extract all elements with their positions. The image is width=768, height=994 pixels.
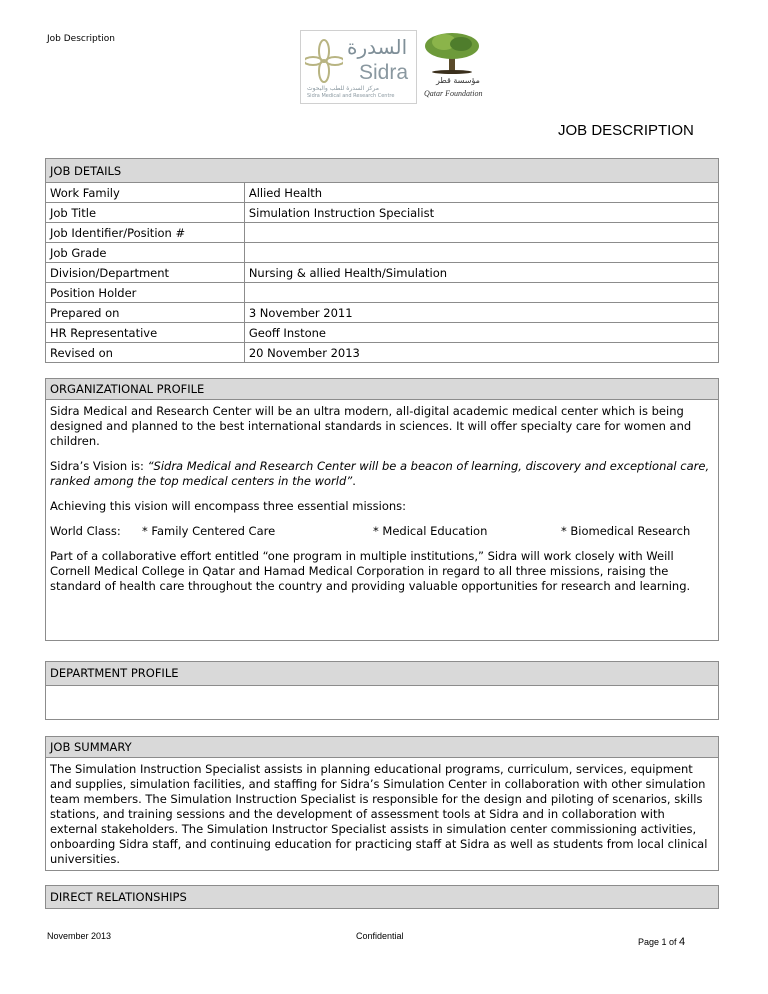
mission-item: * Medical Education <box>373 524 488 538</box>
missions-row <box>50 524 714 539</box>
sidra-flower-icon <box>305 37 343 85</box>
row-value <box>244 283 718 303</box>
org-profile-paragraph: Sidra Medical and Research Center will be an ultra modern, all-digital academic medical center which is being designed and planned to the best international standards in sciences. It will offer specialty care for women and children. <box>50 404 692 448</box>
direct-relationships-section <box>45 885 719 909</box>
qf-logo-name: Qatar Foundation <box>424 89 483 98</box>
row-value: Nursing & allied Health/Simulation <box>244 263 718 283</box>
row-label: Revised on <box>46 343 245 363</box>
row-label: Position Holder <box>46 283 245 303</box>
collaboration-paragraph: Part of a collaborative effort entitled “one program in multiple institutions,” Sidra will work closely with Weill Cornell Medical College in Qatar and Hamad Medical Corporation in regard to all three missions, raising the standard of health care throughout the country and providing valuable opportunities for research and learning. <box>50 549 691 593</box>
job-details-heading: JOB DETAILS <box>46 159 719 183</box>
row-label: Prepared on <box>46 303 245 323</box>
row-value <box>244 243 718 263</box>
job-details-table <box>45 158 719 363</box>
missions-intro: Achieving this vision will encompass three essential missions: <box>50 499 407 513</box>
document-header-label: Job Description <box>47 34 115 44</box>
row-value: Simulation Instruction Specialist <box>244 203 718 223</box>
row-value: 3 November 2011 <box>244 303 718 323</box>
sidra-logo-arabic-text: السدرة <box>347 35 408 59</box>
row-value: Allied Health <box>244 183 718 203</box>
table-row <box>46 223 719 243</box>
table-row <box>46 323 719 343</box>
organizational-profile-heading: ORGANIZATIONAL PROFILE <box>46 379 718 400</box>
page-prefix: Page 1 of <box>638 937 680 947</box>
job-summary-heading: JOB SUMMARY <box>46 737 718 758</box>
footer-confidential: Confidential <box>356 931 404 941</box>
table-row <box>46 263 719 283</box>
table-row <box>46 343 719 363</box>
mission-item: * Family Centered Care <box>142 524 276 538</box>
vision-paragraph <box>50 459 714 489</box>
job-summary-text: The Simulation Instruction Specialist assists in planning educational programs, curriculum, services, equipment and supplies, simulation facilities, and staffing for Sidra’s Simulation Center in collaboration with other simulation team members. The Simulation Instruction Specialist is responsible for the design and piloting of scenarios, skills stations, and training sessions and the development of assessment tools at Sidra and in collaboration with external stakeholders. The Simulation Instructor Specialist assists in simulation center commissioning activities, onboarding Sidra staff, and continuing education for practicing staff at Sidra as well as students from local clinical universities. <box>50 762 708 866</box>
department-profile-section <box>45 661 719 720</box>
row-label: Job Grade <box>46 243 245 263</box>
table-row <box>46 243 719 263</box>
sidra-logo-subtitle-ar: مركز السدرة للطب والبحوث <box>307 85 379 92</box>
row-value: 20 November 2013 <box>244 343 718 363</box>
footer-date: November 2013 <box>47 931 112 941</box>
row-label: Work Family <box>46 183 245 203</box>
mission-item: * Biomedical Research <box>561 524 691 538</box>
row-value: Geoff Instone <box>244 323 718 343</box>
row-label: Division/Department <box>46 263 245 283</box>
qf-logo-arabic-text: مؤسسة قطر <box>436 76 480 85</box>
vision-statement: “Sidra Medical and Research Center will be a beacon of learning, discovery and exceptional care, ranked among the top medical centers in the world” <box>50 459 710 488</box>
footer-page-number <box>638 936 685 948</box>
department-profile-heading: DEPARTMENT PROFILE <box>46 662 718 686</box>
row-label: Job Identifier/Position # <box>46 223 245 243</box>
row-value <box>244 223 718 243</box>
qf-tree-icon <box>424 32 480 74</box>
vision-label: Sidra’s Vision is: <box>50 459 148 473</box>
direct-relationships-heading: DIRECT RELATIONSHIPS <box>46 886 718 908</box>
table-row <box>46 303 719 323</box>
sidra-logo-name: Sidra <box>359 61 409 84</box>
vision-end: . <box>352 474 356 488</box>
qatar-foundation-logo <box>422 32 482 104</box>
row-label: Job Title <box>46 203 245 223</box>
table-row <box>46 283 719 303</box>
organizational-profile-section <box>45 378 719 641</box>
sidra-logo-subtitle-en: Sidra Medical and Research Centre <box>307 93 395 99</box>
job-summary-section <box>45 736 719 871</box>
sidra-logo <box>300 30 417 104</box>
table-row <box>46 203 719 223</box>
table-row <box>46 183 719 203</box>
page-title: JOB DESCRIPTION <box>558 122 694 139</box>
missions-label: World Class: <box>50 524 121 538</box>
row-label: HR Representative <box>46 323 245 343</box>
page-total: 4 <box>679 936 686 948</box>
